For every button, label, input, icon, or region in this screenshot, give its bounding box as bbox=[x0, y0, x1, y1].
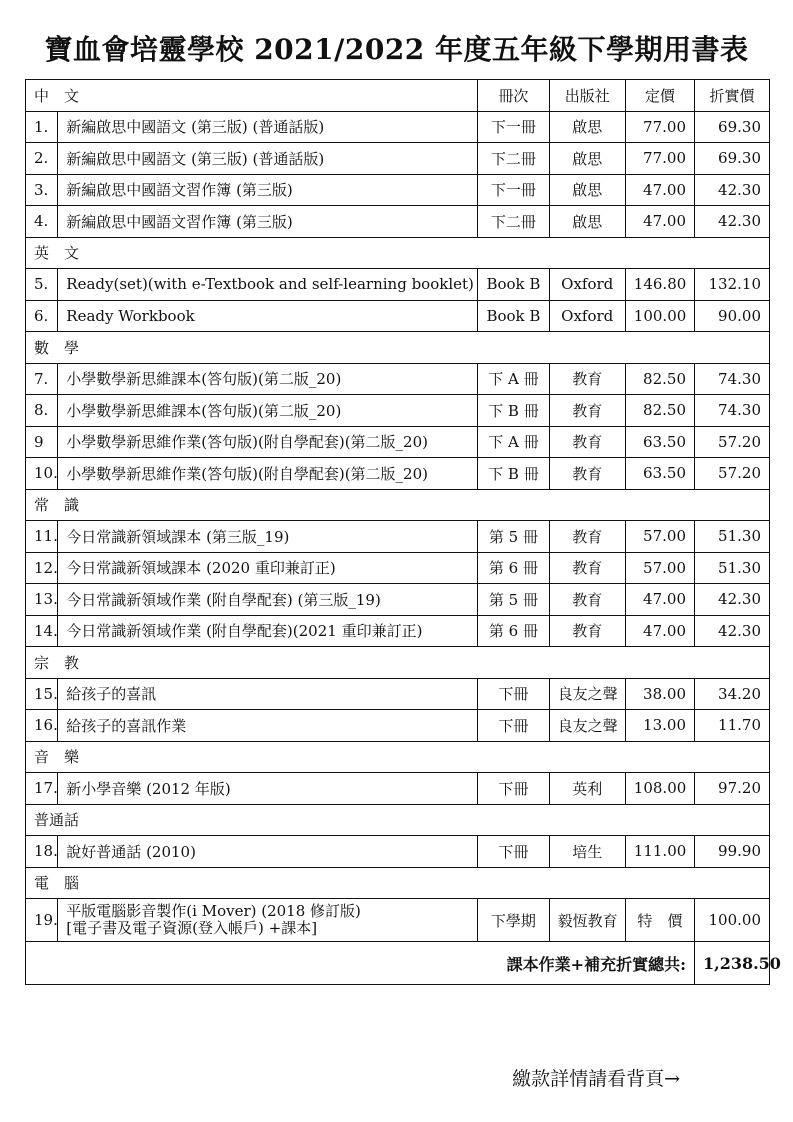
table-header-row bbox=[26, 80, 770, 112]
item-price: 47.00 bbox=[625, 615, 694, 647]
item-title: 今日常識新領域課本 (2020 重印兼訂正) bbox=[58, 552, 478, 584]
item-discount: 97.20 bbox=[695, 773, 770, 805]
table-row bbox=[26, 363, 770, 395]
header-subject: 中 文 bbox=[26, 80, 478, 112]
item-publisher: 啟思 bbox=[549, 143, 625, 175]
item-price: 57.00 bbox=[625, 521, 694, 553]
item-volume: 下二冊 bbox=[478, 143, 550, 175]
item-discount: 34.20 bbox=[695, 678, 770, 710]
item-volume: 下 B 冊 bbox=[478, 458, 550, 490]
category-label: 音 樂 bbox=[26, 741, 770, 773]
item-price: 77.00 bbox=[625, 143, 694, 175]
item-price: 47.00 bbox=[625, 584, 694, 616]
item-no: 10. bbox=[26, 458, 58, 490]
item-discount: 132.10 bbox=[695, 269, 770, 301]
item-title: 今日常識新領域課本 (第三版_19) bbox=[58, 521, 478, 553]
item-title: 說好普通話 (2010) bbox=[58, 836, 478, 868]
category-label: 英 文 bbox=[26, 237, 770, 269]
item-publisher: 教育 bbox=[549, 395, 625, 427]
item-title: 新編啟思中國語文 (第三版) (普通話版) bbox=[58, 143, 478, 175]
category-label: 數 學 bbox=[26, 332, 770, 364]
item-publisher: 英利 bbox=[549, 773, 625, 805]
category-row-music bbox=[26, 741, 770, 773]
item-no: 1. bbox=[26, 111, 58, 143]
item-no: 18. bbox=[26, 836, 58, 868]
category-label: 宗 教 bbox=[26, 647, 770, 679]
item-price: 47.00 bbox=[625, 206, 694, 238]
item-no: 16. bbox=[26, 710, 58, 742]
item-discount: 42.30 bbox=[695, 584, 770, 616]
item-publisher: 教育 bbox=[549, 458, 625, 490]
header-volume: 冊次 bbox=[478, 80, 550, 112]
category-row-putonghua bbox=[26, 804, 770, 836]
item-title: 給孩子的喜訊 bbox=[58, 678, 478, 710]
item-discount: 57.20 bbox=[695, 426, 770, 458]
table-row bbox=[26, 174, 770, 206]
item-volume: Book B bbox=[478, 269, 550, 301]
item-publisher: Oxford bbox=[549, 300, 625, 332]
category-label: 電 腦 bbox=[26, 867, 770, 899]
table-row bbox=[26, 836, 770, 868]
category-row-english bbox=[26, 237, 770, 269]
item-no: 13. bbox=[26, 584, 58, 616]
item-price: 77.00 bbox=[625, 111, 694, 143]
item-discount: 69.30 bbox=[695, 143, 770, 175]
category-label: 普通話 bbox=[26, 804, 770, 836]
item-price: 63.50 bbox=[625, 426, 694, 458]
item-price: 47.00 bbox=[625, 174, 694, 206]
item-publisher: 啟思 bbox=[549, 206, 625, 238]
total-value: 1,238.50 bbox=[695, 942, 770, 985]
category-label: 常 識 bbox=[26, 489, 770, 521]
item-volume: 下 A 冊 bbox=[478, 426, 550, 458]
item-price: 100.00 bbox=[625, 300, 694, 332]
header-publisher: 出版社 bbox=[549, 80, 625, 112]
item-price: 特 價 bbox=[625, 899, 694, 942]
item-price: 57.00 bbox=[625, 552, 694, 584]
total-label: 課本作業+補充折實總共: bbox=[26, 942, 695, 985]
table-row bbox=[26, 458, 770, 490]
item-title: 今日常識新領域作業 (附自學配套) (第三版_19) bbox=[58, 584, 478, 616]
item-publisher: Oxford bbox=[549, 269, 625, 301]
table-row bbox=[26, 426, 770, 458]
item-title: 新小學音樂 (2012 年版) bbox=[58, 773, 478, 805]
table-row bbox=[26, 552, 770, 584]
item-publisher: 啟思 bbox=[549, 174, 625, 206]
item-price: 82.50 bbox=[625, 363, 694, 395]
item-title: 新編啟思中國語文 (第三版) (普通話版) bbox=[58, 111, 478, 143]
table-row bbox=[26, 584, 770, 616]
header-discount-price: 折實價 bbox=[695, 80, 770, 112]
item-title: 新編啟思中國語文習作簿 (第三版) bbox=[58, 174, 478, 206]
item-publisher: 教育 bbox=[549, 363, 625, 395]
table-row bbox=[26, 710, 770, 742]
item-volume: 第 5 冊 bbox=[478, 584, 550, 616]
item-discount: 57.20 bbox=[695, 458, 770, 490]
item-price: 108.00 bbox=[625, 773, 694, 805]
item-price: 111.00 bbox=[625, 836, 694, 868]
header-price: 定價 bbox=[625, 80, 694, 112]
item-discount: 42.30 bbox=[695, 615, 770, 647]
item-no: 7. bbox=[26, 363, 58, 395]
item-no: 8. bbox=[26, 395, 58, 427]
item-title: 小學數學新思維作業(答句版)(附自學配套)(第二版_20) bbox=[58, 426, 478, 458]
footer-note: 繳款詳情請看背頁→ bbox=[512, 1068, 680, 1090]
table-row bbox=[26, 773, 770, 805]
item-no: 14. bbox=[26, 615, 58, 647]
item-volume: 下一冊 bbox=[478, 174, 550, 206]
table-row bbox=[26, 899, 770, 942]
item-volume: 下一冊 bbox=[478, 111, 550, 143]
item-no: 15. bbox=[26, 678, 58, 710]
item-discount: 90.00 bbox=[695, 300, 770, 332]
page-title: 寶血會培靈學校 2021/2022 年度五年級下學期用書表 bbox=[44, 33, 749, 66]
item-title: 小學數學新思維課本(答句版)(第二版_20) bbox=[58, 363, 478, 395]
item-discount: 100.00 bbox=[695, 899, 770, 942]
item-no: 2. bbox=[26, 143, 58, 175]
item-price: 146.80 bbox=[625, 269, 694, 301]
item-title: 今日常識新領域作業 (附自學配套)(2021 重印兼訂正) bbox=[58, 615, 478, 647]
item-discount: 51.30 bbox=[695, 552, 770, 584]
item-publisher: 教育 bbox=[549, 552, 625, 584]
item-volume: 第 6 冊 bbox=[478, 615, 550, 647]
item-price: 82.50 bbox=[625, 395, 694, 427]
table-row bbox=[26, 678, 770, 710]
category-row-computer bbox=[26, 867, 770, 899]
item-title: 小學數學新思維作業(答句版)(附自學配套)(第二版_20) bbox=[58, 458, 478, 490]
item-title: 新編啟思中國語文習作簿 (第三版) bbox=[58, 206, 478, 238]
item-no: 12. bbox=[26, 552, 58, 584]
item-discount: 74.30 bbox=[695, 363, 770, 395]
category-row-math bbox=[26, 332, 770, 364]
item-no: 9 bbox=[26, 426, 58, 458]
item-publisher: 教育 bbox=[549, 615, 625, 647]
item-volume: 下冊 bbox=[478, 773, 550, 805]
item-price: 13.00 bbox=[625, 710, 694, 742]
table-row bbox=[26, 206, 770, 238]
item-volume: Book B bbox=[478, 300, 550, 332]
item-discount: 42.30 bbox=[695, 206, 770, 238]
table-row bbox=[26, 143, 770, 175]
item-volume: 下冊 bbox=[478, 678, 550, 710]
item-volume: 下二冊 bbox=[478, 206, 550, 238]
item-no: 5. bbox=[26, 269, 58, 301]
item-publisher: 教育 bbox=[549, 426, 625, 458]
item-title: 小學數學新思維課本(答句版)(第二版_20) bbox=[58, 395, 478, 427]
item-volume: 下 B 冊 bbox=[478, 395, 550, 427]
total-row bbox=[26, 942, 770, 985]
item-no: 6. bbox=[26, 300, 58, 332]
item-volume: 下學期 bbox=[478, 899, 550, 942]
item-publisher: 教育 bbox=[549, 584, 625, 616]
table-row bbox=[26, 111, 770, 143]
item-no: 4. bbox=[26, 206, 58, 238]
item-volume: 第 6 冊 bbox=[478, 552, 550, 584]
item-no: 3. bbox=[26, 174, 58, 206]
item-no: 19. bbox=[26, 899, 58, 942]
table-row bbox=[26, 615, 770, 647]
item-publisher: 培生 bbox=[549, 836, 625, 868]
table-row bbox=[26, 395, 770, 427]
item-publisher: 教育 bbox=[549, 521, 625, 553]
item-discount: 42.30 bbox=[695, 174, 770, 206]
item-volume: 第 5 冊 bbox=[478, 521, 550, 553]
item-no: 11. bbox=[26, 521, 58, 553]
item-publisher: 良友之聲 bbox=[549, 710, 625, 742]
table-row bbox=[26, 269, 770, 301]
item-title-line-2: [電子書及電子資源(登入帳戶) +課本] bbox=[66, 919, 318, 937]
table-row bbox=[26, 521, 770, 553]
item-publisher: 良友之聲 bbox=[549, 678, 625, 710]
table-row bbox=[26, 300, 770, 332]
item-publisher: 毅恆教育 bbox=[549, 899, 625, 942]
item-discount: 51.30 bbox=[695, 521, 770, 553]
item-discount: 69.30 bbox=[695, 111, 770, 143]
item-discount: 99.90 bbox=[695, 836, 770, 868]
item-title: 給孩子的喜訊作業 bbox=[58, 710, 478, 742]
category-row-religion bbox=[26, 647, 770, 679]
item-price: 63.50 bbox=[625, 458, 694, 490]
item-title: Ready Workbook bbox=[58, 300, 478, 332]
item-volume: 下 A 冊 bbox=[478, 363, 550, 395]
item-price: 38.00 bbox=[625, 678, 694, 710]
item-publisher: 啟思 bbox=[549, 111, 625, 143]
booklist-table bbox=[25, 79, 781, 985]
item-discount: 11.70 bbox=[695, 710, 770, 742]
item-title bbox=[58, 899, 478, 942]
item-volume: 下冊 bbox=[478, 710, 550, 742]
item-no: 17. bbox=[26, 773, 58, 805]
category-row-general-studies bbox=[26, 489, 770, 521]
item-title-line-1: 平版電腦影音製作(i Mover) (2018 修訂版) bbox=[66, 902, 361, 920]
item-discount: 74.30 bbox=[695, 395, 770, 427]
item-title: Ready(set)(with e-Textbook and self-learning booklet) bbox=[58, 269, 478, 301]
item-volume: 下冊 bbox=[478, 836, 550, 868]
